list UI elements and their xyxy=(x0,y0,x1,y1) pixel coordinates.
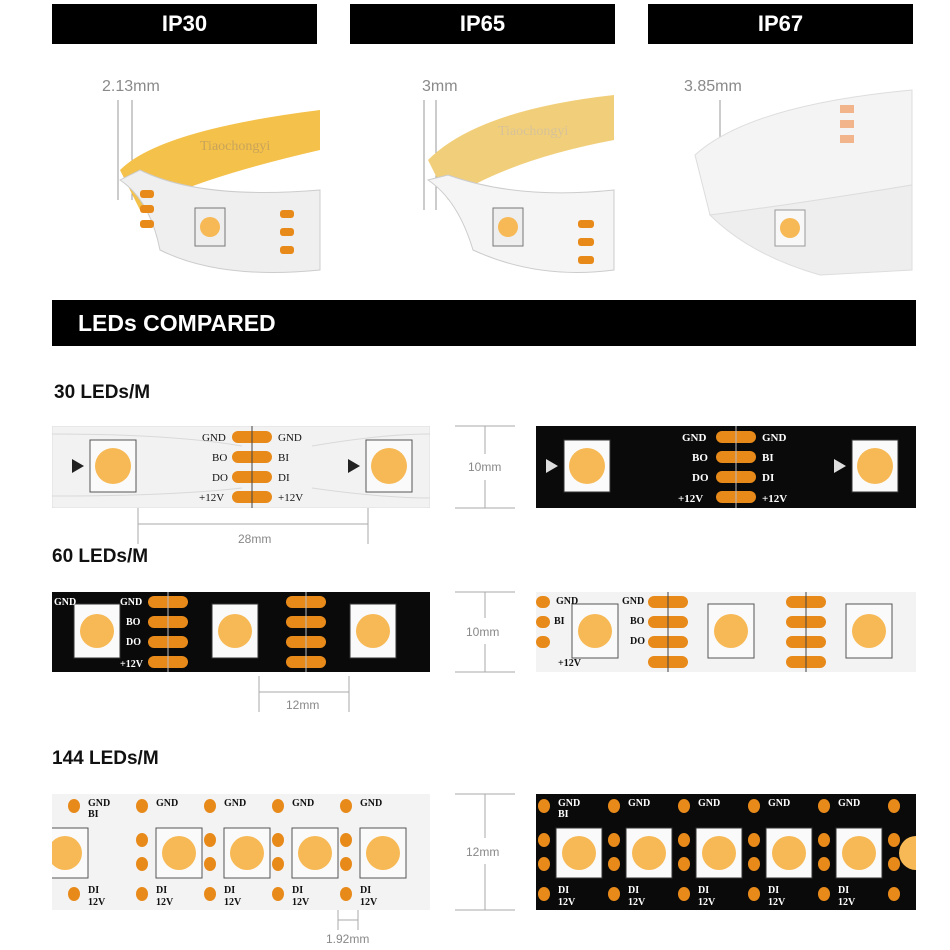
pad-gnd-right: GND xyxy=(278,432,302,444)
pad-gnd-right-dark: GND xyxy=(762,432,787,444)
pad-12v-144d-2: 12V xyxy=(628,897,646,908)
spacing-label-30: 28mm xyxy=(238,532,272,546)
ip30-thickness: 2.13mm xyxy=(102,78,160,95)
pad-bi-60w: BI xyxy=(554,616,565,627)
strip-60-white xyxy=(536,592,916,672)
ip67-thickness: 3.85mm xyxy=(684,78,742,95)
pad-bo-dark: BO xyxy=(692,452,708,464)
pad-di-dark: DI xyxy=(762,472,775,484)
pad-do: DO xyxy=(212,472,228,484)
width-label-144: 12mm xyxy=(466,845,500,859)
pad-12v-left-dark: +12V xyxy=(678,493,704,505)
pad-gnd-144-5: GND xyxy=(360,798,383,809)
pad-bo-60w: BO xyxy=(630,616,645,627)
width-label-60: 10mm xyxy=(466,625,500,639)
pad-gnd-144-2: GND xyxy=(156,798,179,809)
ip30-watermark: Tiaochongyi xyxy=(200,139,271,154)
pad-di-144-1: DI xyxy=(88,885,100,896)
strip-144-black xyxy=(536,794,916,910)
ip30-strip-image xyxy=(100,90,325,290)
pad-di-144-4: DI xyxy=(292,885,304,896)
ip65-thickness: 3mm xyxy=(422,78,458,95)
pad-gnd-60w-b: GND xyxy=(622,596,645,607)
pad-12v-144d-3: 12V xyxy=(698,897,716,908)
pad-bi-144d-1: BI xyxy=(558,809,569,820)
pad-do-dark: DO xyxy=(692,472,709,484)
pad-gnd-144d-4: GND xyxy=(768,798,791,809)
pad-di-144-5: DI xyxy=(360,885,372,896)
ip65-watermark: Tiaochongyi xyxy=(498,124,569,139)
section-title-60: 60 LEDs/M xyxy=(52,546,149,567)
ip67-label: IP67 xyxy=(648,4,913,44)
pad-12v-right: +12V xyxy=(278,492,304,504)
pad-gnd-144-1: GND xyxy=(88,798,111,809)
spacing-label-144: 1.92mm xyxy=(326,932,370,946)
pad-gnd-60w-a: GND xyxy=(556,596,579,607)
pad-di-144d-4: DI xyxy=(768,885,780,896)
pad-12v-144-1: 12V xyxy=(88,897,106,908)
pad-12v-60w: +12V xyxy=(558,658,581,669)
pad-12v-144d-5: 12V xyxy=(838,897,856,908)
pad-gnd-144-3: GND xyxy=(224,798,247,809)
pad-12v-right-dark: +12V xyxy=(762,493,788,505)
pad-bo-60: BO xyxy=(126,617,141,628)
pad-di-144d-5: DI xyxy=(838,885,850,896)
pad-bi-dark: BI xyxy=(762,452,774,464)
pad-12v-144-2: 12V xyxy=(156,897,174,908)
pad-di-144-3: DI xyxy=(224,885,236,896)
ip65-label: IP65 xyxy=(350,4,615,44)
pad-gnd-144-4: GND xyxy=(292,798,315,809)
pad-di: DI xyxy=(278,472,290,484)
pad-gnd-144d-3: GND xyxy=(698,798,721,809)
pad-12v-left: +12V xyxy=(199,492,225,504)
ip30-label: IP30 xyxy=(52,4,317,44)
pad-do-60: DO xyxy=(126,637,141,648)
pad-do-60w: DO xyxy=(630,636,645,647)
pad-12v-144d-4: 12V xyxy=(768,897,786,908)
section-title-144: 144 LEDs/M xyxy=(52,748,159,769)
leds-compared-banner: LEDs COMPARED xyxy=(52,300,916,346)
width-label-30: 10mm xyxy=(468,460,502,474)
pad-12v-144-3: 12V xyxy=(224,897,242,908)
pad-gnd-144d-5: GND xyxy=(838,798,861,809)
strip-144-white xyxy=(52,794,430,910)
pad-gnd-left-dark: GND xyxy=(682,432,707,444)
pad-12v-144-4: 12V xyxy=(292,897,310,908)
spacing-label-60: 12mm xyxy=(286,698,320,712)
pad-di-144d-1: DI xyxy=(558,885,570,896)
pad-di-144d-2: DI xyxy=(628,885,640,896)
strip-30-black xyxy=(536,426,916,508)
pad-12v-144-5: 12V xyxy=(360,897,378,908)
pad-bi: BI xyxy=(278,452,289,464)
pad-bi-144-1: BI xyxy=(88,809,99,820)
strip-30-white xyxy=(52,426,430,508)
pad-gnd-144d-2: GND xyxy=(628,798,651,809)
pad-gnd-left: GND xyxy=(202,432,226,444)
pad-gnd-60a: GND xyxy=(54,597,77,608)
pad-di-144-2: DI xyxy=(156,885,168,896)
strip-60-black xyxy=(52,592,430,672)
ip65-strip-image xyxy=(418,90,618,290)
pad-gnd-60b: GND xyxy=(120,597,143,608)
pad-di-144d-3: DI xyxy=(698,885,710,896)
ip67-strip-image xyxy=(690,85,915,285)
pad-12v-144d-1: 12V xyxy=(558,897,576,908)
pad-gnd-144d-1: GND xyxy=(558,798,581,809)
section-title-30: 30 LEDs/M xyxy=(54,382,151,403)
pad-12v-60: +12V xyxy=(120,659,143,670)
pad-bo: BO xyxy=(212,452,228,464)
spacing-indicator-144 xyxy=(334,910,364,932)
